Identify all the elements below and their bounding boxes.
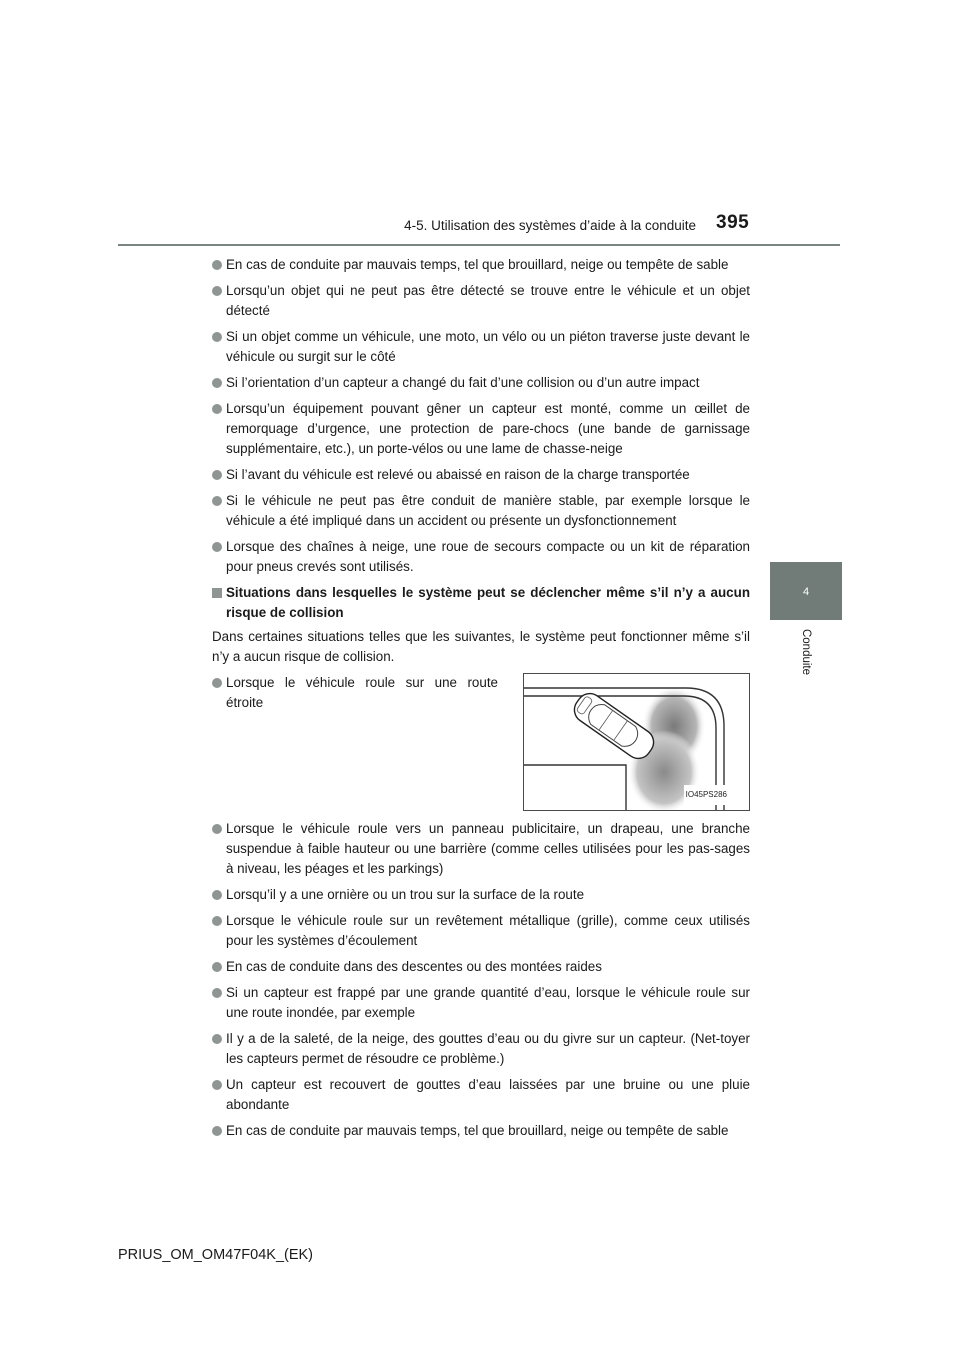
- bullet-icon: [212, 542, 222, 552]
- section-intro: Dans certaines situations telles que les suivantes, le système peut fonctionner même s’il n’y a aucun risque de collision.: [212, 629, 750, 664]
- chapter-label: [770, 624, 842, 680]
- header-rule: [118, 244, 840, 246]
- bullet-icon: [212, 1080, 222, 1090]
- list-item: [212, 465, 750, 485]
- list-item-text: Lorsque le véhicule roule sur une route étroite: [226, 675, 498, 710]
- bullet-icon: [212, 378, 222, 388]
- bullet-icon: [212, 916, 222, 926]
- list-item-text: Si un capteur est frappé par une grande quantité d’eau, lorsque le véhicule roule sur une route inondée, par exemple: [226, 985, 750, 1020]
- list-item: [212, 983, 750, 1023]
- list-item-text: Lorsqu’un objet qui ne peut pas être détecté se trouve entre le véhicule et un objet détecté: [226, 283, 750, 318]
- bullet-icon: [212, 286, 222, 296]
- bullet-icon: [212, 824, 222, 834]
- list-item: [212, 255, 750, 275]
- bullet-icon: [212, 332, 222, 342]
- page-number: 395: [716, 212, 750, 233]
- bullet-icon: [212, 678, 222, 688]
- list-item-text: Lorsque le véhicule roule sur un revêtement métallique (grille), comme ceux utilisés pour les systèmes d’écoulement: [226, 913, 750, 948]
- list-item-text: Si un objet comme un véhicule, une moto, un vélo ou un piéton traverse juste devant le véhicule ou surgit sur le côté: [226, 329, 750, 364]
- chapter-label-text: Conduite: [800, 628, 812, 676]
- list-item: [212, 819, 750, 879]
- figure-row: [212, 673, 750, 811]
- list-item: [212, 281, 750, 321]
- list-item-text: Si l’orientation d’un capteur a changé du fait d’une collision ou d’un autre impact: [226, 375, 700, 390]
- list-item-text: Lorsqu’il y a une ornière ou un trou sur la surface de la route: [226, 887, 585, 902]
- list-item: [212, 537, 750, 577]
- list-item-text: Lorsqu’un équipement pouvant gêner un capteur est monté, comme un œillet de remorquage d’urgence, une protection de pare-chocs (une bande de garnissage supplémentaire, etc.), un porte-vélos ou une lame de chasse-neige: [226, 401, 750, 456]
- list-item-text: Il y a de la saleté, de la neige, des gouttes d’eau ou du givre sur un capteur. (Net-toyer les capteurs permet de résoudre ce problème.): [226, 1031, 750, 1066]
- list-item: [212, 491, 750, 531]
- section-heading: [212, 583, 750, 623]
- bullet-icon: [212, 260, 222, 270]
- bullet-icon: [212, 988, 222, 998]
- list-item-text: En cas de conduite dans des descentes ou des montées raides: [226, 959, 602, 974]
- bullet-icon: [212, 890, 222, 900]
- list-item: [212, 373, 750, 393]
- bullet-icon: [212, 962, 222, 972]
- header-title: 4-5. Utilisation des systèmes d’aide à la conduite: [404, 218, 696, 233]
- figure-code: IO45PS286: [684, 785, 729, 805]
- chapter-number: 4: [802, 586, 810, 598]
- list-item: [212, 911, 750, 951]
- bullet-icon: [212, 1034, 222, 1044]
- list-item: [212, 399, 750, 459]
- list-item-text: Lorsque des chaînes à neige, une roue de secours compacte ou un kit de réparation pour pneus crevés sont utilisés.: [226, 539, 750, 574]
- chapter-tab: [770, 562, 842, 620]
- footer-code: PRIUS_OM_OM47F04K_(EK): [118, 1247, 314, 1263]
- list-item: [212, 957, 750, 977]
- list-item-text: Lorsque le véhicule roule vers un panneau publicitaire, un drapeau, une branche suspendue à faible hauteur ou une barrière (comme celles utilisées pour les pas-sages à niveau, les péages et les parkings): [226, 821, 750, 876]
- list-item-text: Si le véhicule ne peut pas être conduit de manière stable, par exemple lorsque le véhicule a été impliqué dans un accident ou présente un dysfonctionnement: [226, 493, 750, 528]
- page-content: [212, 255, 750, 1147]
- list-item: [212, 673, 498, 713]
- list-item-text: En cas de conduite par mauvais temps, tel que brouillard, neige ou tempête de sable: [226, 1123, 729, 1138]
- list-item-text: En cas de conduite par mauvais temps, tel que brouillard, neige ou tempête de sable: [226, 257, 729, 272]
- list-item: [212, 1075, 750, 1115]
- list-item: [212, 1121, 750, 1141]
- list-item: [212, 885, 750, 905]
- narrow-road-illustration: [523, 673, 750, 811]
- bullet-icon: [212, 404, 222, 414]
- list-item-text: Si l’avant du véhicule est relevé ou abaissé en raison de la charge transportée: [226, 467, 690, 482]
- section-square-icon: [212, 588, 222, 598]
- list-item-text: Un capteur est recouvert de gouttes d’eau laissées par une bruine ou une pluie abondante: [226, 1077, 750, 1112]
- section-heading-text: Situations dans lesquelles le système peut se déclencher même s’il n’y a aucun risque de collision: [226, 585, 750, 620]
- bullet-icon: [212, 496, 222, 506]
- list-item: [212, 327, 750, 367]
- bullet-icon: [212, 1126, 222, 1136]
- list-item: [212, 1029, 750, 1069]
- bullet-icon: [212, 470, 222, 480]
